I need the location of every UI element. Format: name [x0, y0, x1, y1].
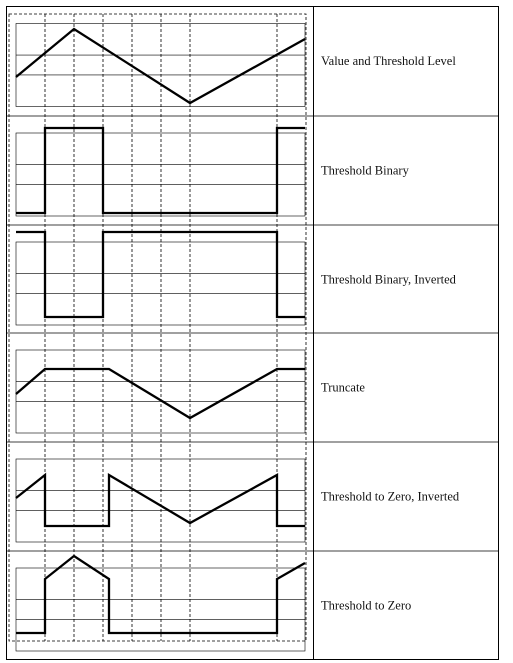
row-label: Threshold Binary: [321, 163, 409, 178]
row-label: Threshold Binary, Inverted: [321, 272, 456, 287]
row-label: Value and Threshold Level: [321, 54, 456, 68]
waveform-truncate: [16, 369, 305, 418]
waveform-binary: [16, 128, 305, 213]
plot-box: [16, 568, 305, 651]
row-label: Threshold to Zero, Inverted: [321, 489, 460, 504]
dashed-plot-boundary: [9, 14, 306, 641]
row-label: Truncate: [321, 380, 365, 395]
plot-box: [16, 242, 305, 325]
row-tozero_inverted: [7, 442, 499, 542]
plot-box: [16, 133, 305, 216]
row-binary: [7, 116, 499, 216]
rows: [7, 24, 499, 652]
waveform-value: [16, 29, 305, 103]
row-binary_inverted: [7, 225, 499, 325]
row-tozero: [7, 551, 499, 651]
plot-box: [16, 459, 305, 542]
plot-box: [16, 24, 305, 107]
row-label: Threshold to Zero: [321, 598, 412, 613]
row-value: [16, 24, 456, 107]
row-truncate: [7, 333, 499, 433]
waveform-binary_inverted: [16, 232, 305, 317]
plot-box: [16, 350, 305, 433]
vertical-dashed-guides: [45, 14, 277, 641]
waveform-tozero: [16, 556, 305, 633]
waveform-tozero_inverted: [16, 475, 305, 526]
